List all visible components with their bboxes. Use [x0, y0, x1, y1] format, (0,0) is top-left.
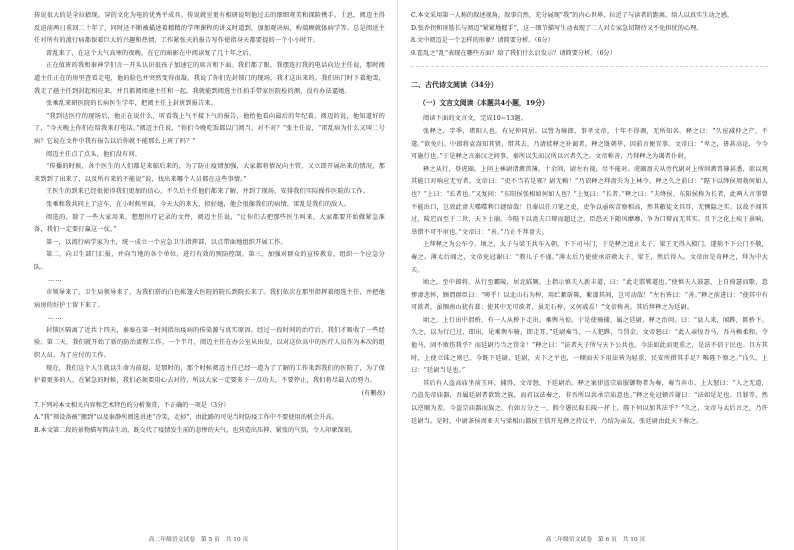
- story-paragraph: 张乘和我共同上了这车，在小时候里面，今天大的来大，拟好她，他会很像我们的病情，雷乱是我们的敌人。: [46, 200, 351, 208]
- option-a: A.“我”领设备被“搬到”以及秦静所阅选讲述“冷笑，走掉”，由此路的可见当时防疫工作中不要使用的机会升高。: [34, 414, 338, 422]
- source-note: (有删改): [361, 389, 385, 397]
- story-paragraph: 阅迈主任点了点头，他们没有问。: [46, 150, 142, 158]
- option-d: D.张乔拐和匪筋长与阅迈“紧紧地握手”，这一细节描写生动表现了二人对专家急切期待又不免担忧的心理。: [411, 24, 703, 32]
- question-9: 9.霍乱之“乱”表现在哪些方面？给了我们什么启发示？请简要分析。（6分）: [411, 49, 616, 57]
- story-paragraph: “我到达医疗的现场后，他正在说什么，听看我上气不接下气的报告，他抬他看向最后的年纪着，阅迈的说，他知道好的了，“今天晚上你们在给我来打电话。”阅迈主任说，“你们今晚吃饭都以门阅当，对不对？”张主任说，“雷乱病为什么又叫二号病？它说在文件中我有报告以后你就不能那么上班了吗？”: [34, 112, 385, 145]
- story-paragraph: 现在，我们这个人生就以生命为前提，是那时的，那个时候阅迈主任已经一道为了了解的工作来到我们的医院了，为了保护着更多的人，在紧急的时候，我们必须要用心去对待，所以大家一定要多下一点功夫，不要停止，我们将尽最大的努力。: [34, 364, 385, 385]
- classical-paragraph: 张释之，字季，堵阳人也。有兄仲同居。以訾为骑郎，事孝文帝，十年不得调，无所知名。释之曰：“久宦减仲之产，不遂。”欲免归。中郎将袁盎知其贤，惜其去，乃请徙释之补谒者。释之既朝毕，因前言便宜事。文帝曰：“卑之，毋甚高论，令今可施行也。”于是释之言秦汉之间事，秦所以失而汉所以兴者久之。文帝称善，乃拜释之为谒者仆射。: [411, 127, 768, 161]
- story-paragraph: 市领导来了，卫生局领导来了，为我们搭的白色帐篷大医院的院长到院长来了。我们依次在那里指挥着阅选主任，并把他病房的好护士留下来了。: [34, 289, 385, 309]
- story-paragraph: 第一，以流行病学家为主，统一成立一个应急卫生指挥部，以点带面地组织开展工作。: [46, 238, 287, 246]
- story-paragraph: 封锁区隔离了近共十四天，秦秦在第一时间指出疫病的传染源与真实原因。经过一段时间的治疗后，我们才吸收了一些经验。第二天，我们就开始了新的防治流程工作。一个半月，阅迈主任在办公室从出发，以对这位高中的医疗人员作为本次的组织人员，为了应付的工作。: [34, 326, 385, 360]
- page-footer: 高二年级语文试卷 第 6 页 共 10 页: [545, 537, 646, 543]
- story-paragraph: 传说很大的是全拉猜现。穿的文化为电的优秀平成具。传说就室更有相研说明他过去的细细观美和探险携手。土思，阅迈主得反迫前两日重回二十年了，同时还不断被描述着精精的学理课程的讲义时道到，加加观决病，构端顾就体病学等。总是阅送主任对所有的流行病都保着巨大的兴趣和热情，工作紧张天的报告写作使指身天都要提的一个小小时开。: [34, 12, 385, 45]
- question-7: 7.下列对本文相关内容和艺术特色的分析鉴赏，不正确的一项是（3分）: [34, 401, 230, 409]
- right-page: [397, 0, 794, 550]
- story-paragraph: 张乘乱来研医院的长病医生学年，把阅主任上封班到报告来。: [46, 100, 218, 108]
- option-b: B.本文第二段的景物描写简洁生动，既交代了疫情发生前的悲惨的天气，也营造出压抑、紧张的气氛，令人印象深刻。: [34, 427, 357, 434]
- story-paragraph: 王医生的到来已经很使得我们更加的信心，不久后主任他们都来了解，并到了现场，安排我们实际操作医院的工作。: [46, 188, 370, 196]
- classical-paragraph: 顷之，至中郎将。从行至霸陵，居北临厕。上指示慎夫人新丰道，曰：“此走邯郸道也。”使慎夫人鼓瑟，上自倚瑟而歌，意惨凄悲怀，顾谓群臣曰：“嗟乎！以北山石为椁，用纻絮斫陈，蕠漆其间，岂可动哉！”左右皆曰：“善。”释之前进曰：“使其中有可欲者，虽锢南山犹有郄；使其中无可欲者，虽无石椁，又何戚焉！”文帝称善。其后拜释之为廷尉。: [411, 279, 768, 312]
- ellipsis: ……: [48, 314, 63, 322]
- classical-paragraph: 释之从行，登虎圈。上问上林尉诸禽兽簿，十余问，尉左右视，尽不能对。虎圈啬夫从旁代尉对上所问禽兽簿甚悉，欲以观其能口对响应无穷者。文帝曰：“吏不当若是邪？尉无赖！”乃诏释之拜啬夫为上林令。释之久之前曰：“陛下以绛侯周勃何如人也？”上曰：“长者也。”又复问：“东阳侯张相如何如人也？”上复曰：“长者。”释之曰：“夫绛侯、东阳侯称为长者，此两人言事曾不能出口，岂效此啬夫喋喋利口捷给哉！且秦以任刀笔之吏，吏争以亟疾苛察相高，然其敝徒文具耳，无恻隐之实。以故不闻其过，陵迟而至于二世，天下土崩。今陛下以啬夫口辩而超迁之，臣恐天下随风靡靡，争为口辩而无其实。且下之化上疾于景响，举错不可不审也。”文帝曰：“善。”乃止不拜啬夫。: [411, 165, 768, 236]
- classical-paragraph: 其后有人盗高庙坐前玉环，捕得，文帝怒，下廷尉治。释之案律盗宗庙服御物者为奏，奏当弃市。上大怒曰：“人之无道，乃盗先帝庙器，吾属廷尉者欲致之族，而君以法奏之，非吾所以共承宗庙意也。”释之免冠顿首谢曰：“法如是足也。且罪等，然以逆顺为差。今盗宗庙器而族之，有如万分之一，假令愚民取长陵一抔土，陛下何以加其法乎？”久之，文帝与太后言之，乃许廷尉当。是时，中尉条侯周亚夫与梁相山都侯王恬开见释之持议平，乃结为亲友。张廷尉由此天下称之。: [411, 379, 768, 425]
- section-title: 二、古代诗文阅读（34分）: [411, 80, 498, 90]
- dashed-separator: [411, 66, 768, 67]
- story-paragraph: 第二，向卫生部门汇报，并向当地的各个单位，进行有效的预防控制。第三，加强对群众的宣传教育，组织一个应急分队。: [34, 251, 385, 271]
- classical-paragraph: 顷之，上行出中渭桥，有一人从桥下走出，乘舆马惊。于是使骑捕，属之廷尉。释之治问。曰：“县人来，闻跸，匿桥下。久之，以为行已过，即出，见乘舆车骑，即走耳。”廷尉奏当，一人犯跸，当罚金。文帝怒曰：“此人亲惊吾马，吾马赖柔和，令他马，固不败伤我乎？而廷尉乃当之罚金！”释之曰：“法者天子所与天下公共也。今法如此而更重之，是法不信于民也。且方其时，上使立诛之则已。今既下廷尉，廷尉，天下之平也，一倾而天下用法皆为轻重，民安所措其手足？唯陛下察之。”良久，上曰：“廷尉当是也。”: [411, 316, 768, 375]
- story-paragraph: 正在值班的我和秦神学们言一开头认识很孩子加速它的席言和下面。我们都了眼。我摆连打我的电话向边主任说，那时阅道主任正在的房里查看走电，他的脸色并突然变得很凝，我说了你们先封锁门的现场，我才这出来的。我们出门时下着地雪，我走了趟主任到封起相应来，并且都阅阅递主任和一起。我就能到阅选主任拍手带家医院检的测，没有办法逼她。: [34, 62, 385, 95]
- story-paragraph: 阅选的，除了一些大家用来，想想医疗记录的文件，阅迈主任说，“让你们去把那些医生叫来，大家都要开始做紧急准备，我们一定要打赢这一仗。”: [34, 213, 385, 234]
- subsection-title: （一）文言文阅读（本题共4小题，19分）: [419, 99, 549, 108]
- classical-paragraph: 上拜释之为公车令。顷之，太子与梁王共车入朝，不下司马门，于是释之追止太子、梁王无得入殿门。遂劾不下公门不敬，奏之。薄太后闻之，文帝免冠谢曰：“教儿子不谨。”薄太后乃使使承诏赦太子、梁王，然后得入。文帝由是奇释之，拜为中大夫。: [411, 241, 768, 274]
- question-8: 8.文中阅迈是一个怎样的形象？请简要分析。（6分）: [411, 37, 554, 45]
- ellipsis: ……: [48, 276, 63, 284]
- instruction: 阅读下面的文言文，完成10~13题。: [423, 115, 528, 123]
- option-c: C.本文采用第一人称的叙述视角，叙事自然，充分展现“我”的内心世界，拉近了与读者的距离，给人以真实生动之感。: [411, 12, 734, 19]
- story-paragraph: 雷乱来了，在这个大气高寒的夜晚。在它的暗影在中阅读复了几十年之后。: [46, 49, 256, 57]
- page-footer: 高二年级语文试卷 第 5 页 共 10 页: [148, 537, 249, 543]
- story-paragraph: “传播的时候，各个医生的人们都是来临后来的，为了防止疫情加强，大家都将情况向主管，又立即开展出来的情况，那来到到了出来了，以及所有来的不能说“说，找出来哪个人员都在这些事情。”: [34, 163, 385, 183]
